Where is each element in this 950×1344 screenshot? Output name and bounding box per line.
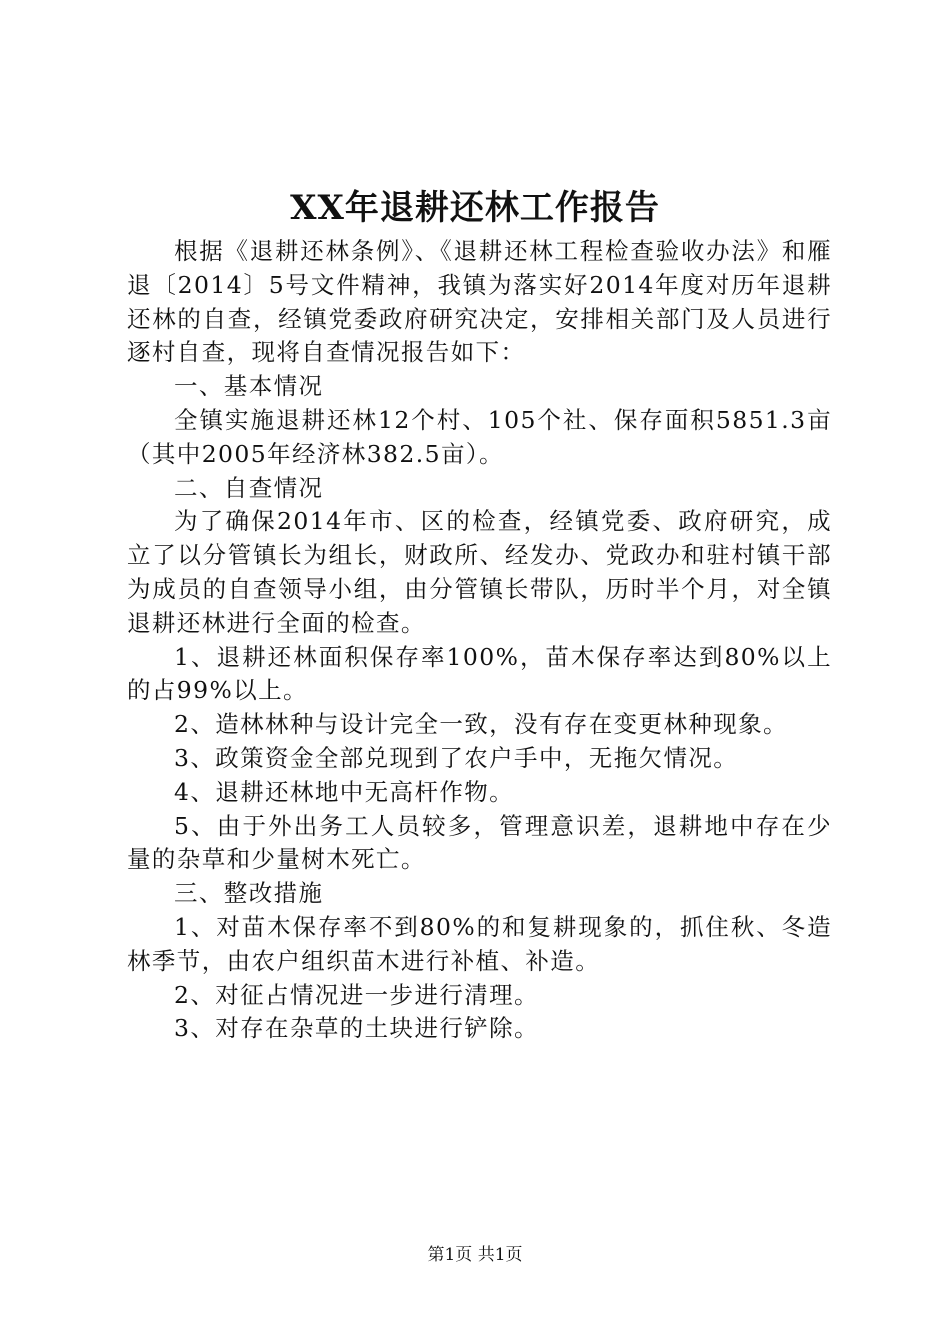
heading-self-inspection: 二、自查情况 [174, 473, 324, 502]
list-item-4: 4、退耕还林地中无高杆作物。 [174, 777, 515, 806]
list-item-3: 3、政策资金全部兑现到了农户手中，无拖欠情况。 [174, 743, 739, 772]
paragraph-intro: 根据《退耕还林条例》、《退耕还林工程检查验收办法》和雁退〔2014〕5号文件精神，我镇为落实好2014年度对历年退耕还林的自查，经镇党委政府研究决定，安排相关部门及人员进行逐村自查，现将自查情况报告如下： [127, 237, 832, 367]
list-item-2: 2、造林林种与设计完全一致，没有存在变更林种现象。 [174, 710, 788, 739]
rectification-item-3: 3、对存在杂草的土块进行铲除。 [174, 1014, 539, 1043]
list-item-5: 5、由于外出务工人员较多，管理意识差，退耕地中存在少量的杂草和少量树木死亡。 [127, 811, 832, 874]
rectification-item-1: 1、对苗木保存率不到80%的和复耕现象的，抓住秋、冬造林季节，由农户组织苗木进行补植、补造。 [127, 912, 832, 975]
document-title: XX年退耕还林工作报告 [290, 188, 660, 228]
heading-rectification: 三、整改措施 [174, 879, 324, 908]
paragraph-basic-situation: 全镇实施退耕还林12个村、105个社、保存面积5851.3亩（其中2005年经济林382.5亩）。 [127, 405, 832, 468]
rectification-item-2: 2、对征占情况进一步进行清理。 [174, 980, 539, 1009]
heading-basic-situation: 一、基本情况 [174, 372, 324, 401]
document-body [127, 235, 832, 1046]
list-item-1: 1、退耕还林面积保存率100%，苗木保存率达到80%以上的占99%以上。 [127, 642, 832, 705]
paragraph-self-inspection: 为了确保2014年市、区的检查，经镇党委、政府研究，成立了以分管镇长为组长，财政所、经发办、党政办和驻村镇干部为成员的自查领导小组，由分管镇长带队，历时半个月，对全镇退耕还林进行全面的检查。 [127, 507, 832, 637]
page-footer: 第1页 共1页 [427, 1245, 523, 1265]
